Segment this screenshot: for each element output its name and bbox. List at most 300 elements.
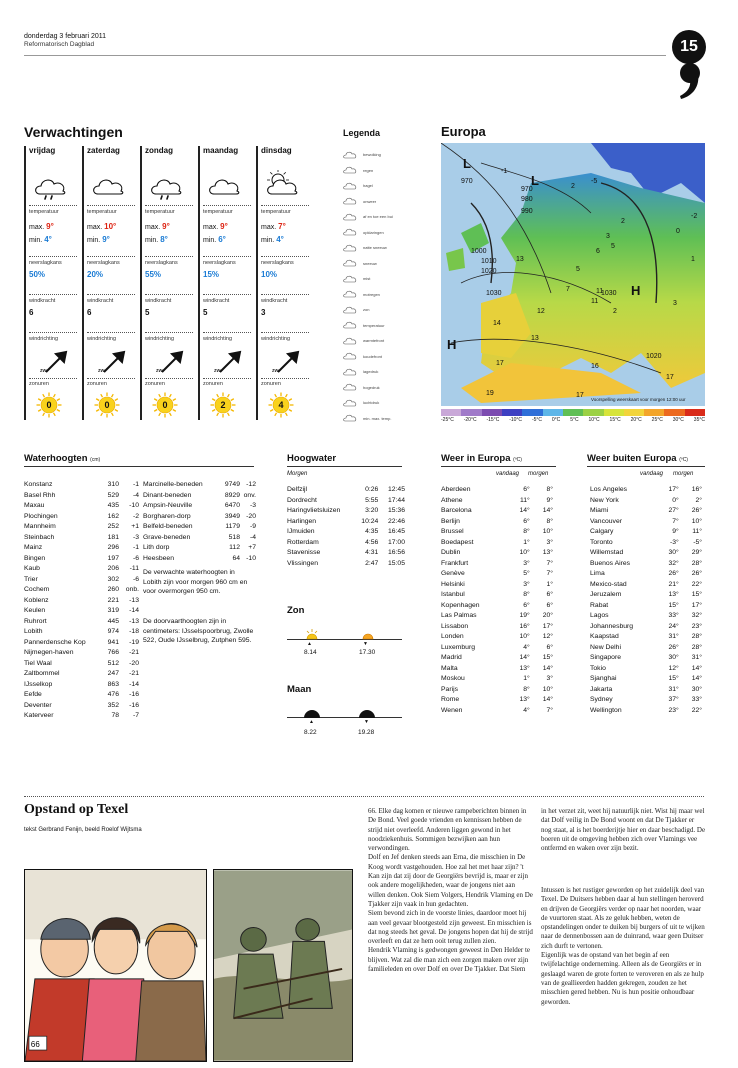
table-cell: Mainz [24,544,43,551]
table-cell: 9° [546,496,553,504]
weer-buiten-table [590,486,702,717]
precip-value: 55% [145,270,162,279]
table-cell: Londen [441,633,464,640]
isobar-label: 1000 [471,248,487,255]
dotted-divider [145,294,193,295]
table-cell: 2:47 [365,559,379,567]
table-cell: Katerveer [24,712,54,719]
table-cell: 302 [107,575,119,583]
table-cell: -6 [132,575,139,583]
table-cell: Istanbul [441,591,465,598]
label-temperature: temperatuur [145,209,175,215]
table-cell: 1° [523,538,530,546]
weer-buiten-row [590,654,702,665]
label-winddir: windrichting [145,336,175,342]
label-winddir: windrichting [261,336,291,342]
map-temperature: 7 [566,286,570,293]
weer-buiten-col-today: vandaag [640,471,664,477]
label-temperature: temperatuur [261,209,291,215]
table-cell: -21 [129,670,139,677]
waterhoogte-row [143,555,256,566]
waterhoogten-note-1: De verwachte waterhoogten in Lobith zijn voor morgen 960 cm en voor overmorgen 950 cm. [143,569,248,595]
sunhours-value: 0 [104,400,110,410]
table-cell: 78 [111,712,119,719]
weer-buiten-col-tomorrow: morgen [673,471,694,477]
legend-item [343,364,423,380]
table-cell: onb. [125,586,139,593]
moonset-icon [358,704,376,718]
hoogwater-row [287,518,405,529]
table-cell: Kaapstad [590,633,619,640]
day-name: maandag [203,146,239,155]
legend-label: zon [363,307,370,313]
weer-buiten-row [590,675,702,686]
legend-icon [343,352,357,360]
weer-buiten-row [590,686,702,697]
hoogwater-row [287,560,405,571]
sunrise-icon [305,628,319,640]
table-cell: 16:45 [387,528,405,535]
scale-swatch [664,409,684,416]
dotted-divider [145,378,193,379]
weer-europa-row [441,686,553,697]
label-sunhours: zonuren [87,381,107,387]
weer-buiten-row [590,518,702,529]
europe-weather-map [441,143,705,406]
weer-buiten-row [590,528,702,539]
waterhoogte-row [24,492,139,503]
moonset-arrow: ▼ [364,719,369,725]
dotted-divider [87,332,135,333]
dotted-divider [261,294,309,295]
legend-item [343,349,423,365]
table-cell: -7 [132,712,139,719]
table-cell: Dinant-beneden [143,491,192,499]
table-cell: 0° [672,496,679,504]
legend-icon [343,399,357,407]
weer-buiten-row [590,696,702,707]
winddir-value: zw [40,368,47,374]
dotted-divider [203,294,251,295]
table-cell: 31° [691,654,702,661]
weer-europa-row [441,518,553,529]
hoogwater-rule [287,466,402,467]
table-cell: -20 [129,659,139,667]
weer-europa-col-today: vandaag [496,471,520,477]
table-cell: 17° [668,486,679,493]
label-windforce: windkracht [261,298,288,304]
table-cell: 15:36 [387,507,405,514]
precip-value: 20% [87,270,104,279]
waterhoogte-row [24,523,139,534]
table-cell: 24° [668,622,679,630]
table-cell: Vlissingen [287,559,318,567]
table-cell: -13 [129,617,139,625]
weer-europa-row [441,507,553,518]
weer-buiten-row [590,486,702,497]
legend-icon [343,414,357,422]
table-cell: 8° [546,517,553,525]
story-title: Opstand op Texel [24,802,129,817]
weer-buiten-row [590,507,702,518]
map-temperature: 5 [611,243,615,250]
waterhoogte-row [24,597,139,608]
legend-label: bewolking [363,152,381,158]
table-cell: 8929 [224,491,240,499]
sunrise-arrow: ▲ [307,641,312,647]
legend-list [343,147,423,426]
legend-item [343,411,423,427]
map-temperature: 5 [576,266,580,273]
label-sunhours: zonuren [261,381,281,387]
table-cell: 319 [107,607,119,614]
waterhoogte-row [24,691,139,702]
waterhoogte-row [24,628,139,639]
label-winddir: windrichting [87,336,117,342]
table-cell: Sydney [590,696,613,703]
weer-europa-col-tomorrow: morgen [528,471,549,477]
table-cell: 17° [691,601,702,609]
table-cell: 4:35 [365,528,379,535]
table-cell: 22° [691,706,702,714]
moonset-time: 19.28 [358,729,375,736]
table-cell: -10 [246,554,256,562]
table-cell: Steinbach [24,533,55,541]
table-cell: Luxemburg [441,643,476,651]
table-cell: 1° [523,675,530,682]
table-cell: 14° [542,664,553,672]
legend-item [343,271,423,287]
table-cell: Maxau [24,502,45,509]
sunset-arrow: ▼ [363,641,368,647]
table-cell: 9749 [224,481,240,488]
precip-value: 50% [29,270,46,279]
waterhoogte-row [24,565,139,576]
scale-swatch [441,409,461,416]
weer-europa-table [441,486,553,717]
table-cell: Toronto [590,538,613,546]
weer-buiten-row [590,560,702,571]
table-cell: -9 [249,523,256,530]
legend-icon [343,321,357,329]
windforce-value: 6 [87,308,92,317]
forecast-days [24,146,324,426]
table-cell: -21 [129,649,139,656]
table-cell: Cochem [24,586,50,593]
map-temperature: 2 [621,218,625,225]
dotted-divider [29,256,77,257]
waterhoogten-rule [24,466,254,467]
table-cell: 512 [107,659,119,667]
table-cell: 0:26 [365,486,379,493]
weer-europa-row [441,581,553,592]
table-cell: -3° [669,538,679,546]
weer-buiten-row [590,665,702,676]
weer-europa-row [441,539,553,550]
sun-cloud-icon [264,170,302,200]
table-cell: 310 [107,481,119,488]
scale-swatch [685,409,705,416]
weer-europa-row [441,497,553,508]
waterhoogte-row [24,670,139,681]
weer-buiten-row [590,539,702,550]
forecast-day-zondag [140,146,198,420]
weer-europa-row [441,570,553,581]
scale-swatch [604,409,624,416]
min-temp: min. 8° [145,235,168,244]
table-cell: 14° [691,664,702,672]
legend-item [343,178,423,194]
table-cell: Kopenhagen [441,601,480,609]
table-cell: Johannesburg [590,622,634,630]
table-cell: -3 [249,502,256,509]
table-cell: 766 [107,649,119,656]
table-cell: 17:44 [387,496,405,504]
table-cell: 16° [691,486,702,493]
legend-item [343,318,423,334]
precip-value: 15% [203,270,220,279]
legend-icon [343,275,357,283]
legend-icon [343,368,357,376]
legend-icon [343,383,357,391]
table-cell: Heesbeen [143,554,174,562]
scale-label: 0°C [551,417,561,423]
cloud-icon [90,170,128,200]
table-cell: 221 [107,596,119,604]
table-cell: -2 [132,512,139,520]
table-cell: 30° [691,685,702,693]
table-cell: 22° [691,580,702,588]
table-cell: onv. [243,491,256,499]
map-temperature: 17 [496,360,504,367]
winddir-value: zw [98,368,105,374]
table-cell: 29° [691,549,702,556]
dotted-divider [87,256,135,257]
dotted-divider [203,378,251,379]
table-cell: 26° [691,507,702,514]
scale-label: -15°C [486,417,500,423]
table-cell: 941 [107,638,119,646]
weer-europa-row [441,549,553,560]
table-cell: Buenos Aires [590,559,631,567]
max-temp: max. 10° [87,222,117,231]
table-cell: 162 [107,512,119,520]
waterhoogte-row [143,481,256,492]
legend-label: temperatuur [363,322,385,328]
table-cell: 1179 [225,523,240,530]
table-cell: 12:45 [387,486,405,493]
cloud-rain-icon [148,170,186,200]
table-cell: 15° [668,601,679,609]
legend-label: hogedruk [363,384,380,390]
day-name: vrijdag [29,146,56,155]
table-cell: 435 [107,502,119,509]
waterhoogte-row [24,481,139,492]
table-cell: 37° [668,696,679,703]
table-cell: 14° [542,696,553,703]
legend-icon [343,166,357,174]
dotted-divider [87,205,135,206]
sunset-icon [361,628,375,640]
table-cell: 14° [691,675,702,682]
table-cell: 19° [519,612,530,619]
scale-label: 35°C [693,417,705,423]
table-cell: 197 [107,554,119,562]
dotted-divider [261,378,309,379]
waterhoogte-row [143,534,256,545]
isobar-label: 990 [521,208,533,215]
hoogwater-title: Hoogwater [287,453,337,464]
weer-europa-row [441,612,553,623]
table-cell: Los Angeles [590,486,628,493]
table-cell: 16:56 [387,549,405,556]
weer-europa-row [441,644,553,655]
precip-value: 10% [261,270,278,279]
dotted-divider [203,256,251,257]
header-rule [24,55,666,56]
forecast-title: Verwachtingen [24,124,123,140]
forecast-day-dinsdag [256,146,314,420]
legend-item [343,302,423,318]
table-cell: Jeruzalem [590,591,622,598]
dotted-divider [29,332,77,333]
waterhoogte-row [24,702,139,713]
weer-buiten-row [590,602,702,613]
table-cell: -1 [132,481,139,488]
map-temperature: 19 [486,390,494,397]
table-cell: -13 [129,596,139,604]
legend-title: Legenda [343,128,381,138]
pressure-letter: H [447,337,457,352]
dotted-divider [145,256,193,257]
table-cell: 10:24 [361,517,379,525]
temperature-scale [441,409,705,416]
max-temp: max. 9° [29,222,54,231]
legend-label: luchtdruk [363,400,380,406]
hoogwater-row [287,507,405,518]
zon-title: Zon [287,605,305,616]
weer-buiten-row [590,644,702,655]
label-precip: neerslagkans [87,260,120,266]
table-cell: Willemstad [590,549,624,556]
pressure-letter: L [463,156,471,171]
legend-item [343,240,423,256]
table-cell: Boedapest [441,538,474,546]
table-cell: 8° [523,685,530,693]
table-cell: -4 [249,533,256,541]
table-cell: 20° [542,612,553,619]
legend-item [343,194,423,210]
table-cell: -16 [129,691,139,698]
waterhoogte-row [24,712,139,723]
weer-europa-row [441,591,553,602]
table-cell: 4:31 [365,549,379,556]
legend-label: min. max. temp. [363,415,392,421]
waterhoogte-row [24,576,139,587]
waterhoogten-table-2 [143,481,256,565]
comic-panel-number: 66 [30,1040,40,1050]
table-cell: 30° [668,654,679,661]
waterhoogten-note-2: De doorvaarthoogten zijn in centimeters: IJsselspoorbrug, Zwolle 522, Oude IJsselbrug, Zutphen 595. [143,618,254,644]
weer-europa-title: Weer in Europa (ºC) [441,453,522,464]
table-cell: 16° [519,622,530,630]
table-cell: Mexico-stad [590,580,627,588]
scale-label: -10°C [509,417,523,423]
table-cell: 11° [519,496,530,504]
table-cell: 10° [519,633,530,640]
table-cell: Lagos [590,612,609,619]
sun-icon [210,392,236,418]
table-cell: Belfeld-beneden [143,523,193,530]
legend-label: sneeuw [363,260,377,266]
story-byline: tekst Gerbrand Fenijn, beeld Roelof Wijtsma [24,827,142,833]
table-cell: Ampsin-Neuville [143,502,193,509]
scale-label: -25°C [441,417,454,423]
table-cell: 14° [542,507,553,514]
temperature-scale-labels [441,417,705,423]
table-cell: Lissabon [441,622,469,630]
waterhoogte-row [24,586,139,597]
table-cell: Marcinelle-beneden [143,481,203,488]
moonrise-arrow: ▲ [309,719,314,725]
dotted-divider [29,294,77,295]
table-cell: -16 [129,701,139,709]
table-cell: IJsselkop [24,680,53,688]
min-temp: min. 4° [29,235,52,244]
table-cell: 27° [668,507,679,514]
weer-buiten-rule [587,466,705,467]
weer-europa-row [441,675,553,686]
table-cell: Frankfurt [441,559,469,567]
scale-swatch [522,409,542,416]
table-cell: Rotterdam [287,538,319,546]
weer-europa-rule [441,466,556,467]
hoogwater-row [287,486,405,497]
legend-icon [343,213,357,221]
table-cell: 23° [668,706,679,714]
map-temperature: 17 [666,374,674,381]
table-cell: 13° [542,549,553,556]
table-cell: Zaltbommel [24,670,60,677]
dotted-divider [87,378,135,379]
table-cell: +7 [248,544,256,551]
isobar-label: 1010 [481,258,497,265]
weer-europa-row [441,486,553,497]
day-name: zondag [145,146,173,155]
table-cell: -3 [132,533,139,541]
label-precip: neerslagkans [261,260,294,266]
table-cell: 6° [523,486,530,493]
table-cell: 26° [668,643,679,651]
scale-swatch [482,409,502,416]
day-name: zaterdag [87,146,120,155]
legend-label: warmtefront [363,338,385,344]
label-sunhours: zonuren [145,381,165,387]
table-cell: 28° [691,559,702,567]
table-cell: 4° [523,643,530,651]
label-windforce: windkracht [145,298,172,304]
windforce-value: 5 [145,308,150,317]
table-cell: 9° [672,528,679,535]
windforce-value: 6 [29,308,34,317]
table-cell: Lith dorp [143,544,170,551]
table-cell: 13° [668,591,679,598]
table-cell: 13° [519,664,530,672]
table-cell: Grave-beneden [143,533,191,541]
table-cell: Borgharen-dorp [143,512,191,520]
table-cell: Trier [24,575,38,583]
map-temperature: 16 [591,363,599,370]
